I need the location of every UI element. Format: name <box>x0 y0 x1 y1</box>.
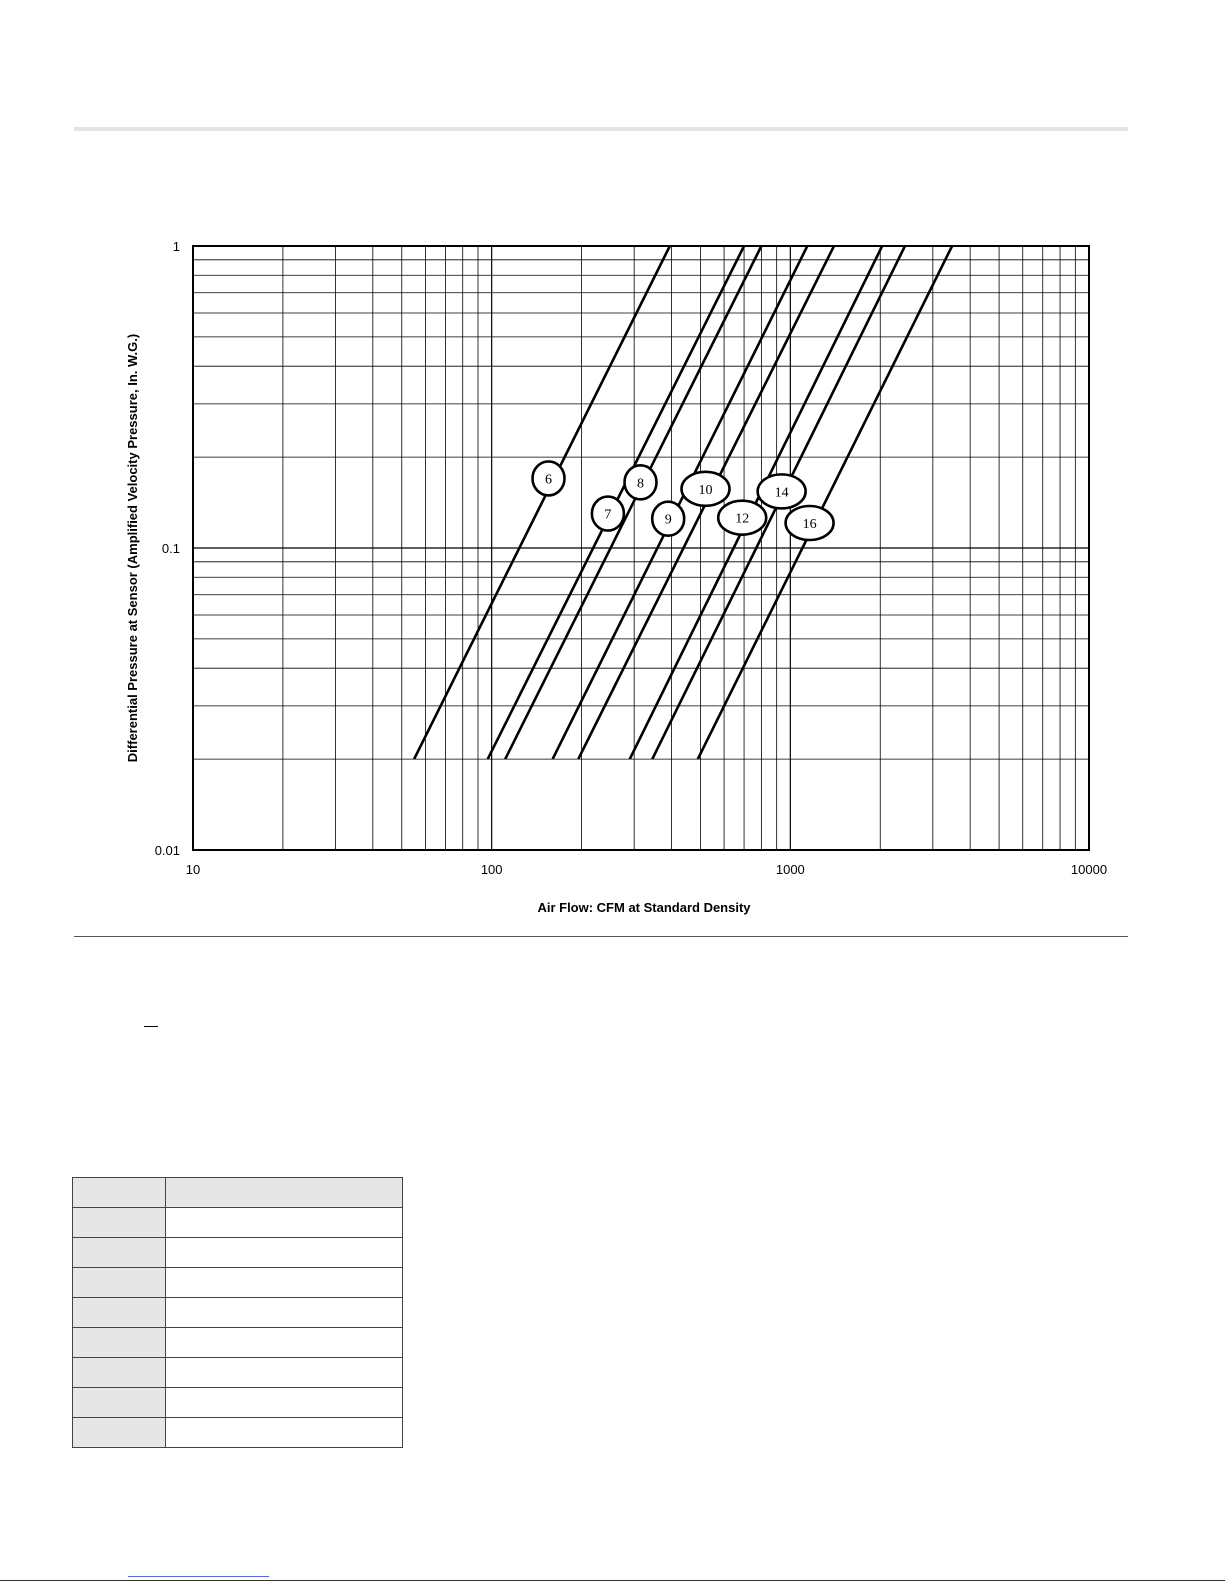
y-tick-label: 0.01 <box>154 843 180 858</box>
table-header-row <box>73 1178 403 1208</box>
chart-series <box>414 246 952 759</box>
x-tick-label: 100 <box>480 862 503 877</box>
table-cell <box>166 1208 403 1238</box>
y-tick-label: 0.1 <box>161 541 180 556</box>
y-tick-label: 1 <box>172 239 180 254</box>
series-label-16: 16 <box>802 516 817 532</box>
series-line-8 <box>505 246 761 759</box>
table-cell <box>73 1238 166 1268</box>
table-cell <box>73 1358 166 1388</box>
table-cell <box>166 1298 403 1328</box>
footer-link-underline[interactable] <box>128 1576 269 1577</box>
table-cell <box>73 1208 166 1238</box>
table-cell <box>166 1328 403 1358</box>
table-row <box>73 1208 403 1238</box>
x-tick-label: 10000 <box>1070 862 1108 877</box>
chart-bottom-rule <box>74 936 1128 937</box>
table-header-cell <box>166 1178 403 1208</box>
chart-grid <box>193 246 1089 850</box>
x-tick-label: 10 <box>185 862 201 877</box>
table-cell <box>166 1418 403 1448</box>
table-cell <box>73 1298 166 1328</box>
table-row <box>73 1358 403 1388</box>
y-axis-label: Differential Pressure at Sensor (Amplified Velocity Pressure, In. W.G.) <box>125 333 140 763</box>
table-row <box>73 1298 403 1328</box>
series-label-10: 10 <box>698 482 713 498</box>
table-row <box>73 1418 403 1448</box>
table-cell <box>166 1268 403 1298</box>
size-table <box>72 1177 403 1448</box>
chart-tick-labels <box>155 239 1107 877</box>
series-label-8: 8 <box>636 476 644 492</box>
chart-series-labels <box>533 461 834 540</box>
table-cell <box>166 1238 403 1268</box>
table-header-cell <box>73 1178 166 1208</box>
series-label-7: 7 <box>604 507 612 523</box>
series-label-9: 9 <box>664 512 672 528</box>
table-row <box>73 1238 403 1268</box>
footer-rule <box>0 1580 1225 1581</box>
series-label-14: 14 <box>774 485 789 501</box>
table-cell <box>166 1358 403 1388</box>
table-cell <box>73 1268 166 1298</box>
table-cell <box>166 1388 403 1418</box>
series-line-6 <box>414 246 670 759</box>
table-row <box>73 1328 403 1358</box>
table-cell <box>73 1388 166 1418</box>
x-tick-label: 1000 <box>775 862 805 877</box>
x-axis-label: Air Flow: CFM at Standard Density <box>537 900 751 915</box>
table-row <box>73 1268 403 1298</box>
table-cell <box>73 1418 166 1448</box>
table-cell <box>73 1328 166 1358</box>
series-label-6: 6 <box>545 472 553 488</box>
footnote-dash <box>144 1026 158 1027</box>
table-row <box>73 1388 403 1418</box>
series-label-12: 12 <box>735 511 750 527</box>
